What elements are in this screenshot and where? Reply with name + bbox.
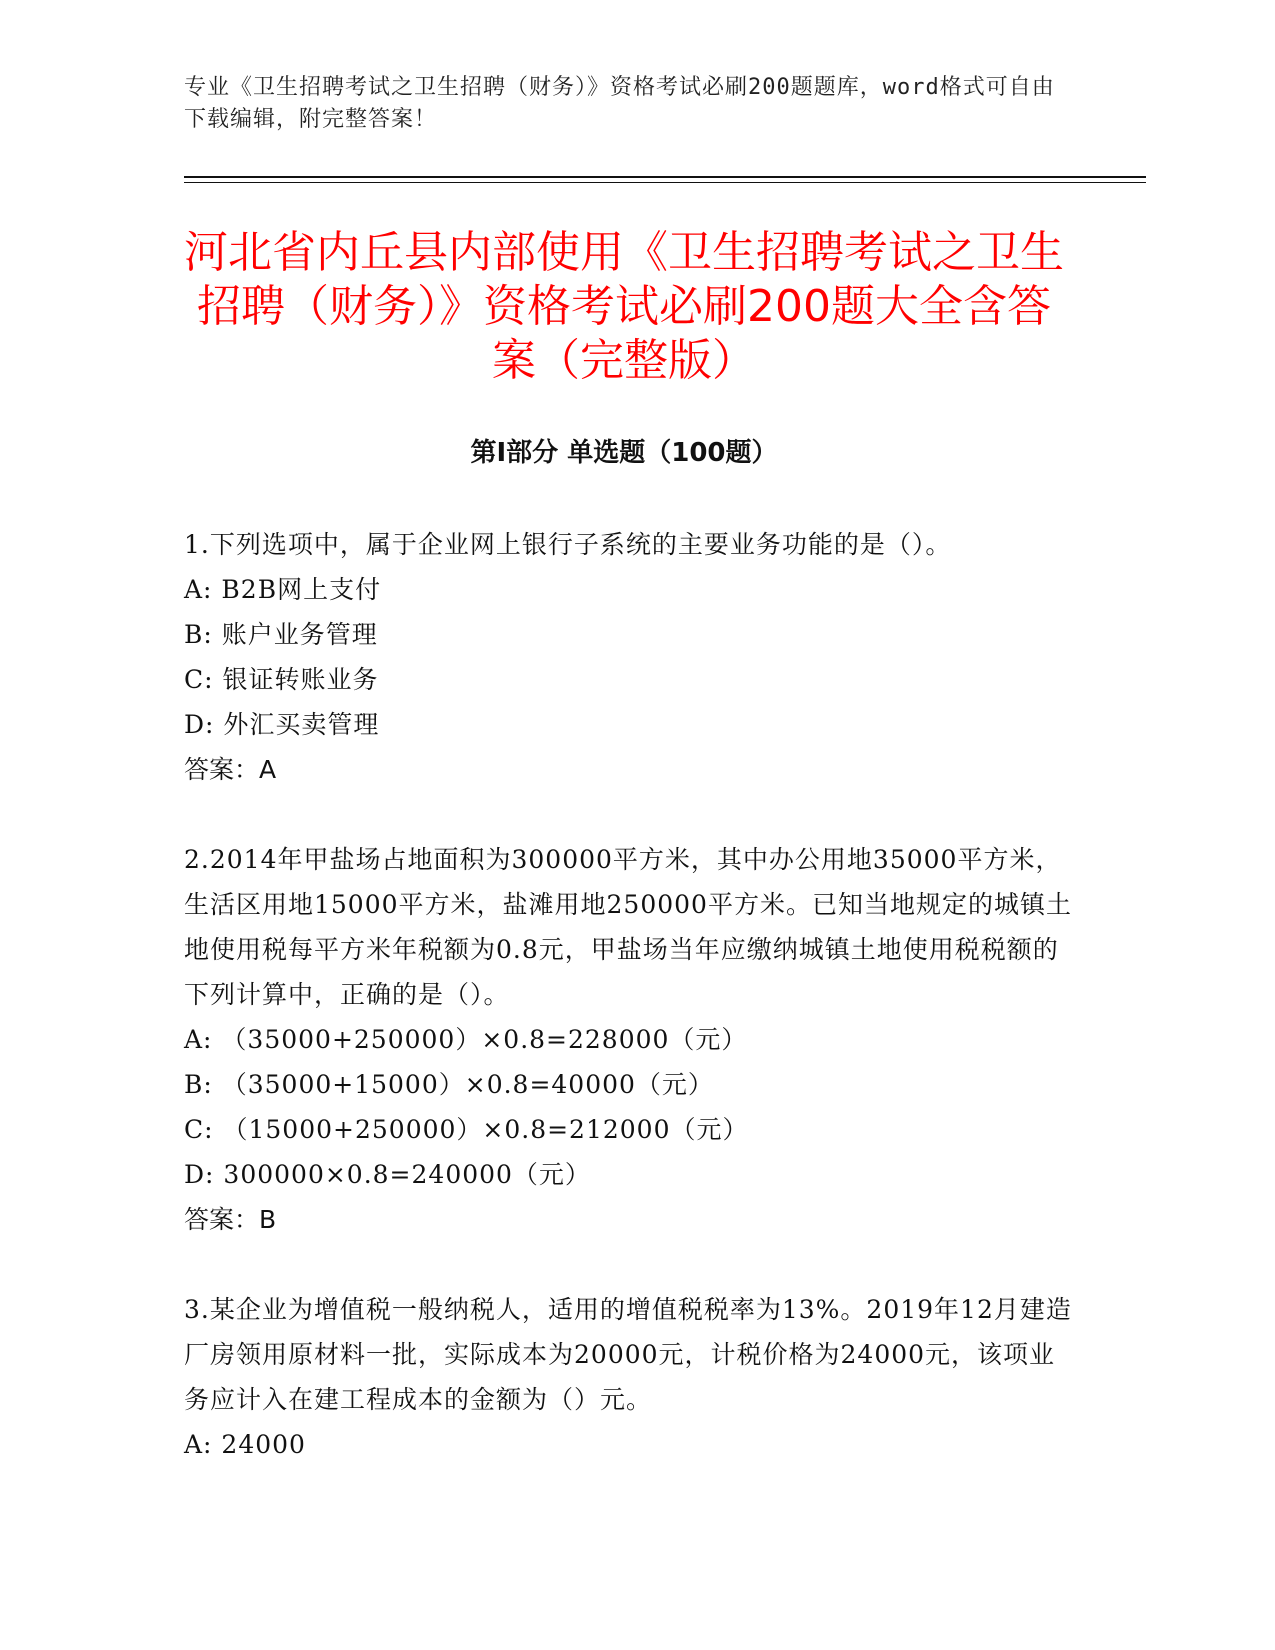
answer: 答案：B xyxy=(184,1205,277,1234)
header-divider-thick xyxy=(184,176,1146,178)
option-d: D: 外汇买卖管理 xyxy=(184,710,380,739)
question-3 xyxy=(184,1287,1074,1467)
answer: 答案：A xyxy=(184,755,277,784)
question-1 xyxy=(184,522,1074,792)
option-b: B: （35000+15000）×0.8=40000（元） xyxy=(184,1070,714,1099)
question-stem: 1.下列选项中，属于企业网上银行子系统的主要业务功能的是（）。 xyxy=(184,530,952,559)
question-stem: 3.某企业为增值税一般纳税人，适用的增值税税率为13%。2019年12月建造厂房领用原材料一批，实际成本为20000元，计税价格为24000元，该项业务应计入在建工程成本的金额为（）元。 xyxy=(184,1295,1072,1414)
document-title: 河北省内丘县内部使用《卫生招聘考试之卫生招聘（财务）》资格考试必刷200题大全含答案（完整版） xyxy=(184,227,1064,386)
header-note: 专业《卫生招聘考试之卫生招聘（财务）》资格考试必刷200题题库，word格式可自由下载编辑，附完整答案！ xyxy=(184,75,1055,132)
option-d: D: 300000×0.8=240000（元） xyxy=(184,1160,591,1189)
option-c: C: 银证转账业务 xyxy=(184,665,379,694)
question-stem: 2.2014年甲盐场占地面积为300000平方米，其中办公用地35000平方米，生活区用地15000平方米，盐滩用地250000平方米。已知当地规定的城镇土地使用税每平方米年税额为0.8元，甲盐场当年应缴纳城镇土地使用税税额的下列计算中，正确的是（）。 xyxy=(184,845,1072,1009)
question-list xyxy=(184,522,1074,1512)
header-divider-thin xyxy=(184,182,1146,183)
option-a: A: （35000+250000）×0.8=228000（元） xyxy=(184,1025,748,1054)
question-2 xyxy=(184,837,1074,1242)
option-c: C: （15000+250000）×0.8=212000（元） xyxy=(184,1115,749,1144)
option-a: A: B2B网上支付 xyxy=(184,575,382,604)
option-b: B: 账户业务管理 xyxy=(184,620,378,649)
option-a: A: 24000 xyxy=(184,1430,306,1459)
section-heading: 第Ⅰ部分 单选题（100题） xyxy=(470,438,778,468)
